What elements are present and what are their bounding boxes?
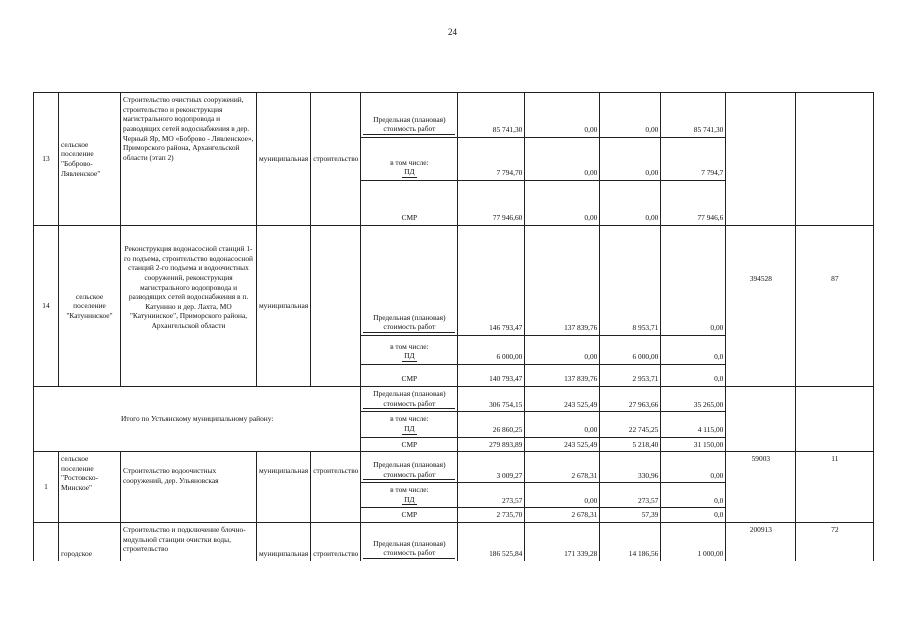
table-row xyxy=(34,523,874,562)
smr-label: СМР xyxy=(361,508,458,523)
value-cell: 26 860,25 xyxy=(458,412,525,437)
pd-label: в том числе: ПД xyxy=(361,412,458,437)
work-type-cell: строительство xyxy=(311,93,361,226)
value-cell: 85 741,30 xyxy=(661,93,726,138)
value-cell: 35 265,00 xyxy=(661,387,726,412)
table-row xyxy=(34,226,874,336)
cost-label: Предельная (плановая) стоимость работ xyxy=(361,93,458,138)
extra-cell: 200913 xyxy=(726,523,796,562)
table-row xyxy=(34,452,874,483)
pd-label: в том числе: ПД xyxy=(361,138,458,181)
value-cell: 0,00 xyxy=(661,226,726,336)
value-cell: 0,00 xyxy=(525,336,600,365)
extra-cell xyxy=(726,93,796,226)
object-cell: Реконструкция водонасосной станций 1-го подъема, строительство водонасосной станций 2-го подъема и водоочистных сооружений, реконструкция магистрального водопровода и разводящих сетей водоснабжения в п. Катунино и дер. Лахта, МО "Катунинское", Приморского района, Архангельской области xyxy=(121,226,257,387)
row-number: 14 xyxy=(34,226,59,387)
extra-cell: 59003 xyxy=(726,452,796,523)
value-cell: 0,00 xyxy=(525,93,600,138)
value-cell: 0,0 xyxy=(661,365,726,387)
value-cell: 57,39 xyxy=(600,508,661,523)
extra-cell: 11 xyxy=(796,452,874,523)
work-type-cell xyxy=(311,226,361,387)
extra-cell xyxy=(796,387,874,452)
value-cell: 0,00 xyxy=(525,483,600,508)
value-cell: 0,00 xyxy=(525,412,600,437)
value-cell: 27 963,66 xyxy=(600,387,661,412)
pd-label: в том числе: ПД xyxy=(361,483,458,508)
value-cell: 0,0 xyxy=(661,508,726,523)
row-number: 1 xyxy=(34,452,59,523)
value-cell: 6 000,00 xyxy=(600,336,661,365)
value-cell: 85 741,30 xyxy=(458,93,525,138)
extra-cell: 87 xyxy=(796,226,874,387)
value-cell: 0,00 xyxy=(661,452,726,483)
table-row xyxy=(34,93,874,138)
value-cell: 1 000,00 xyxy=(661,523,726,562)
value-cell: 6 000,00 xyxy=(458,336,525,365)
value-cell: 4 115,00 xyxy=(661,412,726,437)
value-cell: 2 678,31 xyxy=(525,508,600,523)
value-cell: 8 953,71 xyxy=(600,226,661,336)
ownership-cell: муниципальная xyxy=(257,452,311,523)
cost-label: Предельная (плановая) стоимость работ xyxy=(361,387,458,412)
settlement-cell: сельское поселение "Катунинское" xyxy=(59,226,121,387)
page-number: 24 xyxy=(448,27,457,37)
value-cell: 0,00 xyxy=(525,138,600,181)
ownership-cell: муниципальная xyxy=(257,226,311,387)
value-cell: 137 839,76 xyxy=(525,226,600,336)
smr-label: СМР xyxy=(361,437,458,452)
value-cell: 0,00 xyxy=(600,181,661,226)
value-cell: 5 218,40 xyxy=(600,437,661,452)
value-cell: 31 150,00 xyxy=(661,437,726,452)
value-cell: 243 525,49 xyxy=(525,387,600,412)
value-cell: 186 525,84 xyxy=(458,523,525,562)
row-number xyxy=(34,523,59,562)
settlement-cell: городское xyxy=(59,523,121,562)
cost-label: Предельная (плановая) стоимость работ xyxy=(361,226,458,336)
value-cell: 330,96 xyxy=(600,452,661,483)
row-number: 13 xyxy=(34,93,59,226)
value-cell: 3 009,27 xyxy=(458,452,525,483)
extra-cell: 394528 xyxy=(726,226,796,387)
settlement-cell: сельское поселение "Ростовско-Минское" xyxy=(59,452,121,523)
value-cell: 77 946,6 xyxy=(661,181,726,226)
ownership-cell: муниципальная xyxy=(257,93,311,226)
extra-cell xyxy=(726,387,796,452)
value-cell: 0,00 xyxy=(525,181,600,226)
value-cell: 77 946,60 xyxy=(458,181,525,226)
projects-table xyxy=(33,92,874,561)
value-cell: 0,00 xyxy=(600,138,661,181)
cost-label: Предельная (плановая) стоимость работ xyxy=(361,523,458,562)
pd-label: в том числе: ПД xyxy=(361,336,458,365)
smr-label: СМР xyxy=(361,181,458,226)
value-cell: 273,57 xyxy=(458,483,525,508)
value-cell: 2 953,71 xyxy=(600,365,661,387)
settlement-cell: сельское поселение "Боброво-Лявленское" xyxy=(59,93,121,226)
value-cell: 146 793,47 xyxy=(458,226,525,336)
value-cell: 2 735,70 xyxy=(458,508,525,523)
value-cell: 306 754,15 xyxy=(458,387,525,412)
value-cell: 171 339,28 xyxy=(525,523,600,562)
value-cell: 0,00 xyxy=(600,93,661,138)
object-cell: Строительство и подключение блочно-модульной станции очистки воды, строительство xyxy=(121,523,257,562)
value-cell: 2 678,31 xyxy=(525,452,600,483)
value-cell: 140 793,47 xyxy=(458,365,525,387)
value-cell: 7 794,70 xyxy=(458,138,525,181)
value-cell: 14 186,56 xyxy=(600,523,661,562)
total-label: Итого по Устьянскому муниципальному району: xyxy=(34,387,361,452)
smr-label: СМР xyxy=(361,365,458,387)
value-cell: 273,57 xyxy=(600,483,661,508)
extra-cell xyxy=(796,93,874,226)
object-cell: Строительство водоочистных сооружений, дер. Ульяновская xyxy=(121,452,257,523)
value-cell: 0,0 xyxy=(661,483,726,508)
work-type-cell: строительство xyxy=(311,452,361,523)
work-type-cell: строительство xyxy=(311,523,361,562)
value-cell: 279 893,89 xyxy=(458,437,525,452)
ownership-cell: муниципальная xyxy=(257,523,311,562)
value-cell: 137 839,76 xyxy=(525,365,600,387)
value-cell: 0,0 xyxy=(661,336,726,365)
object-cell: Строительство очистных сооружений, строительство и реконструкция магистрального водопровода и разводящих сетей водоснабжения в дер. Черный Яр, МО «Боброво - Лявленское», Приморского района, Архангельской области (этап 2) xyxy=(121,93,257,226)
value-cell: 243 525,49 xyxy=(525,437,600,452)
cost-label: Предельная (плановая) стоимость работ xyxy=(361,452,458,483)
extra-cell: 72 xyxy=(796,523,874,562)
value-cell: 7 794,7 xyxy=(661,138,726,181)
total-row xyxy=(34,387,874,412)
value-cell: 22 745,25 xyxy=(600,412,661,437)
